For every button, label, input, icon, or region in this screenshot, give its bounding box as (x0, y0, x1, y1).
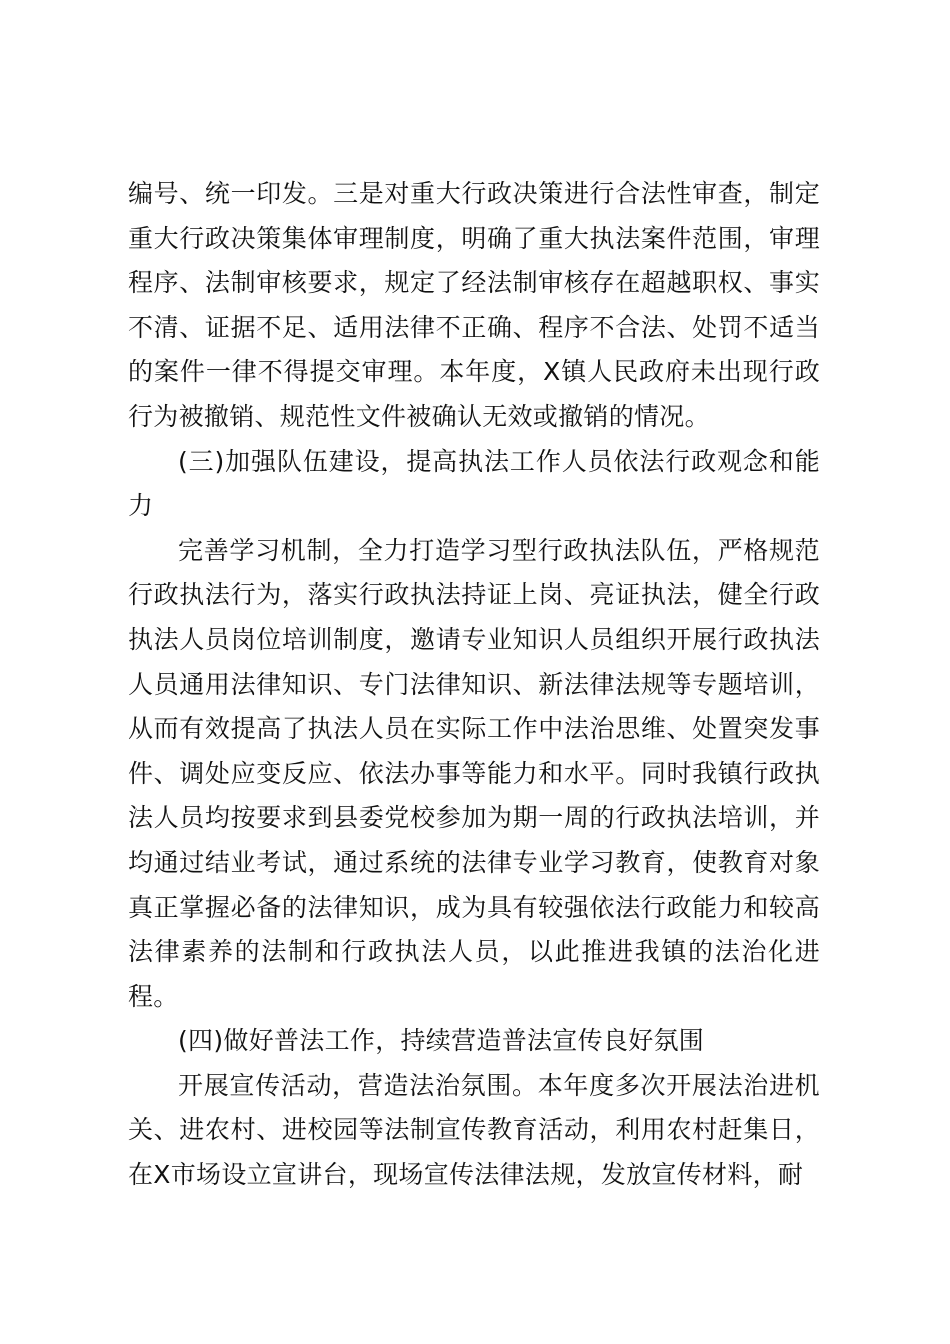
paragraph-learning-mechanism: 完善学习机制，全力打造学习型行政执法队伍，严格规范行政执法行为，落实行政执法持证上岗、亮证执法，健全行政执法人员岗位培训制度，邀请专业知识人员组织开展行政执法人员通用法律知识、专门法律知识、新法律法规等专题培训，从而有效提高了执法人员在实际工作中法治思维、处置突发事件、调处应变反应、依法办事等能力和水平。同时我镇行政执法人员均按要求到县委党校参加为期一周的行政执法培训，并均通过结业考试，通过系统的法律专业学习教育，使教育对象真正掌握必备的法律知识，成为具有较强依法行政能力和较高法律素养的法制和行政执法人员，以此推进我镇的法治化进程。 (128, 535, 820, 1011)
section-heading-legal-education: (四)做好普法工作，持续营造普法宣传良好氛围 (178, 1026, 705, 1056)
paragraph-publicity-activities: 开展宣传活动，营造法治氛围。本年度多次开展法治进机关、进农村、进校园等法制宣传教育活动，利用农村赶集日，在X市场设立宣讲台，现场宣传法律法规，发放宣传材料，耐 (128, 1070, 820, 1190)
paragraph-administrative-review: 编号、统一印发。三是对重大行政决策进行合法性审查，制定重大行政决策集体审理制度，明确了重大执法案件范围，审理程序、法制审核要求，规定了经法制审核存在超越职权、事实不清、证据不足、适用法律不正确、程序不合法、处罚不适当的案件一律不得提交审理。本年度，X镇人民政府未出现行政行为被撤销、规范性文件被确认无效或撤销的情况。 (128, 179, 820, 431)
section-heading-team-building: (三)加强队伍建设，提高执法工作人员依法行政观念和能力 (128, 446, 820, 521)
document-body (128, 172, 820, 1198)
